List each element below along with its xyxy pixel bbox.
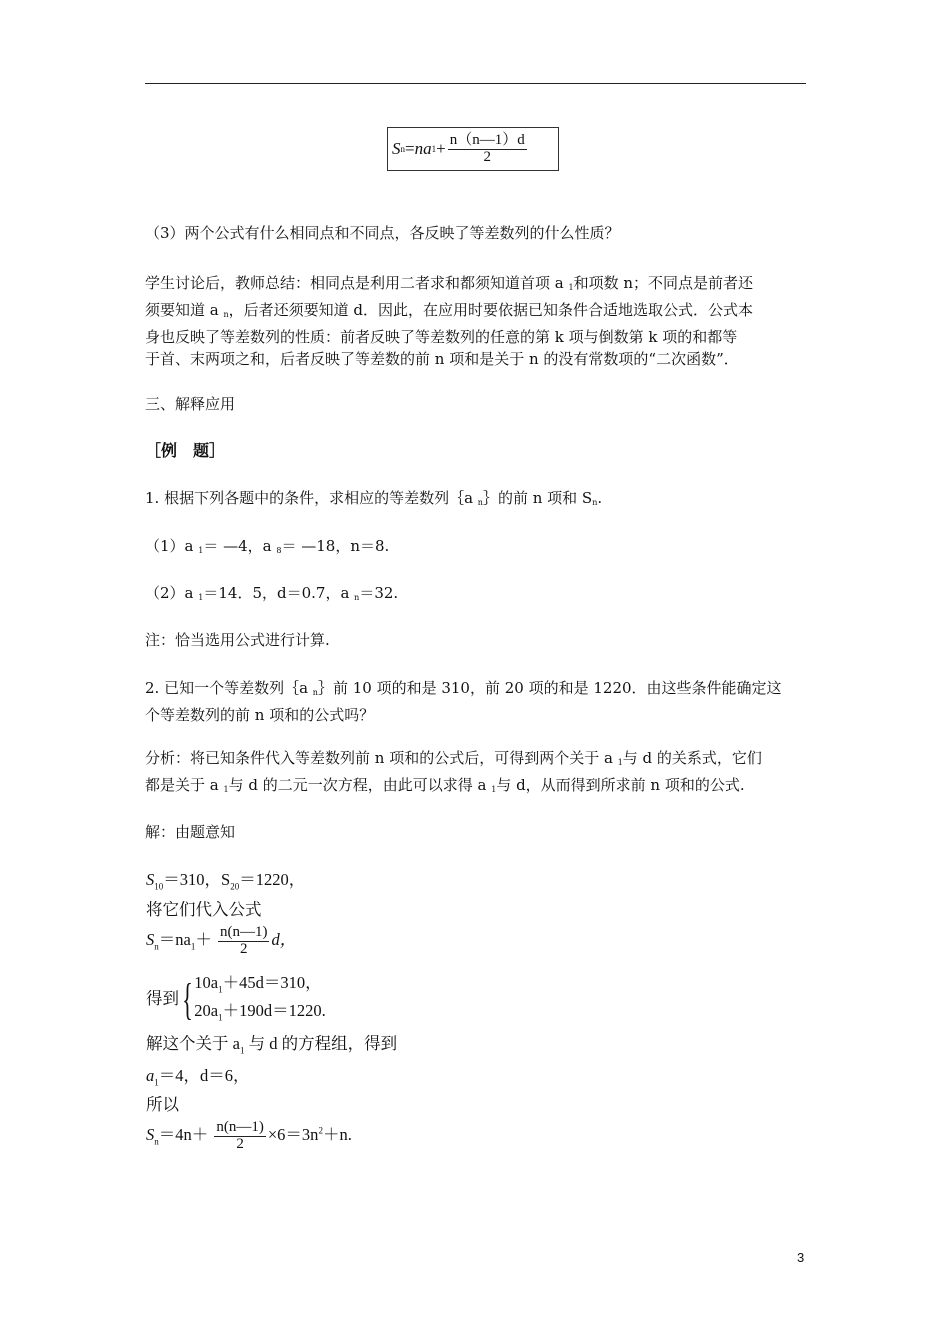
example-1-part-2: （2）a 1＝14．5，d＝0.7，a n＝32. — [145, 584, 399, 602]
left-brace-icon: { — [182, 975, 193, 1025]
solution-intro: 解：由题意知 — [145, 823, 236, 841]
example-heading: ［例 题］ — [145, 441, 226, 460]
solution-line-2: 将它们代入公式 — [146, 900, 262, 919]
section-heading: 三、解释应用 — [145, 395, 236, 413]
discussion-paragraph: 学生讨论后，教师总结：相同点是利用二者求和都须知道首项 a 1和项数 n；不同点是前者还 须要知道 a n，后者还须要知道 d．因此，在应用时要依据已知条件合适地选取公式．公式本 身也反映了等差数列的性质：前者反映了等差数列的任意的第 k 项与倒数第 k 项的和都等 于首、末两项之和，后者反映了等差数的前 n 项和是关于 n 的没有常数项的“二次函数”． — [145, 274, 754, 368]
example-1-note: 注：恰当选用公式进行计算. — [145, 631, 330, 649]
header-rule — [145, 83, 806, 84]
formula-fraction: $\frac{n(n—1)d}{2}$ — [449, 131, 525, 165]
solution-fraction-2: $\frac{n(n—1)}{2}$ — [216, 1119, 264, 1152]
solution-line-8: $S_n=4n+$ $\frac{n(n—1)}{2}$ $\times 6=3n^2+n$. — [146, 1119, 352, 1152]
solution-line-6: $a_1=4$，d＝6， — [146, 1066, 250, 1088]
solution-fraction-1: $\frac{n(n—1)}{2}$ — [219, 924, 268, 957]
example-1: 1. 根据下列各题中的条件，求相应的等差数列｛a n｝的前 n 项和 Sn. — [145, 489, 603, 507]
solution-system: 得到 { $10a_1+45d=310$， $20a_1+190d=1220$. — [146, 973, 326, 1025]
solution-line-7: 所以 — [146, 1095, 179, 1114]
example-2: 2. 已知一个等差数列｛a n｝前 10 项的和是 310，前 20 项的和是 1220．由这些条件能确定这 个等差数列的前 n 项和的公式吗？ — [145, 679, 782, 724]
sum-formula-box: S n = na 1 + $\frac{n(n—1)d}{2}$ — [387, 127, 559, 171]
example-1-part-1: （1）a 1＝ —4，a 8＝ —18，n＝8. — [145, 537, 390, 555]
analysis-paragraph: 分析：将已知条件代入等差数列前 n 项和的公式后，可得到两个关于 a 1与 d 的关系式，它们 都是关于 a 1与 d 的二元一次方程，由此可以求得 a 1与 d，从而得到所求前 n 项和的公式. — [145, 749, 762, 794]
solution-line-5: 解这个关于 $a_1$ 与 d 的方程组，得到 — [146, 1034, 398, 1056]
question-3: （3）两个公式有什么相同点和不同点，各反映了等差数列的什么性质？ — [145, 224, 620, 242]
solution-line-1: $S_{10}=310$，$S_{20}=1220$， — [146, 870, 306, 892]
solution-line-3: $S_n=na_1+$ $\frac{n(n—1)}{2}$ d， — [146, 924, 297, 957]
page-number: 3 — [797, 1250, 805, 1265]
